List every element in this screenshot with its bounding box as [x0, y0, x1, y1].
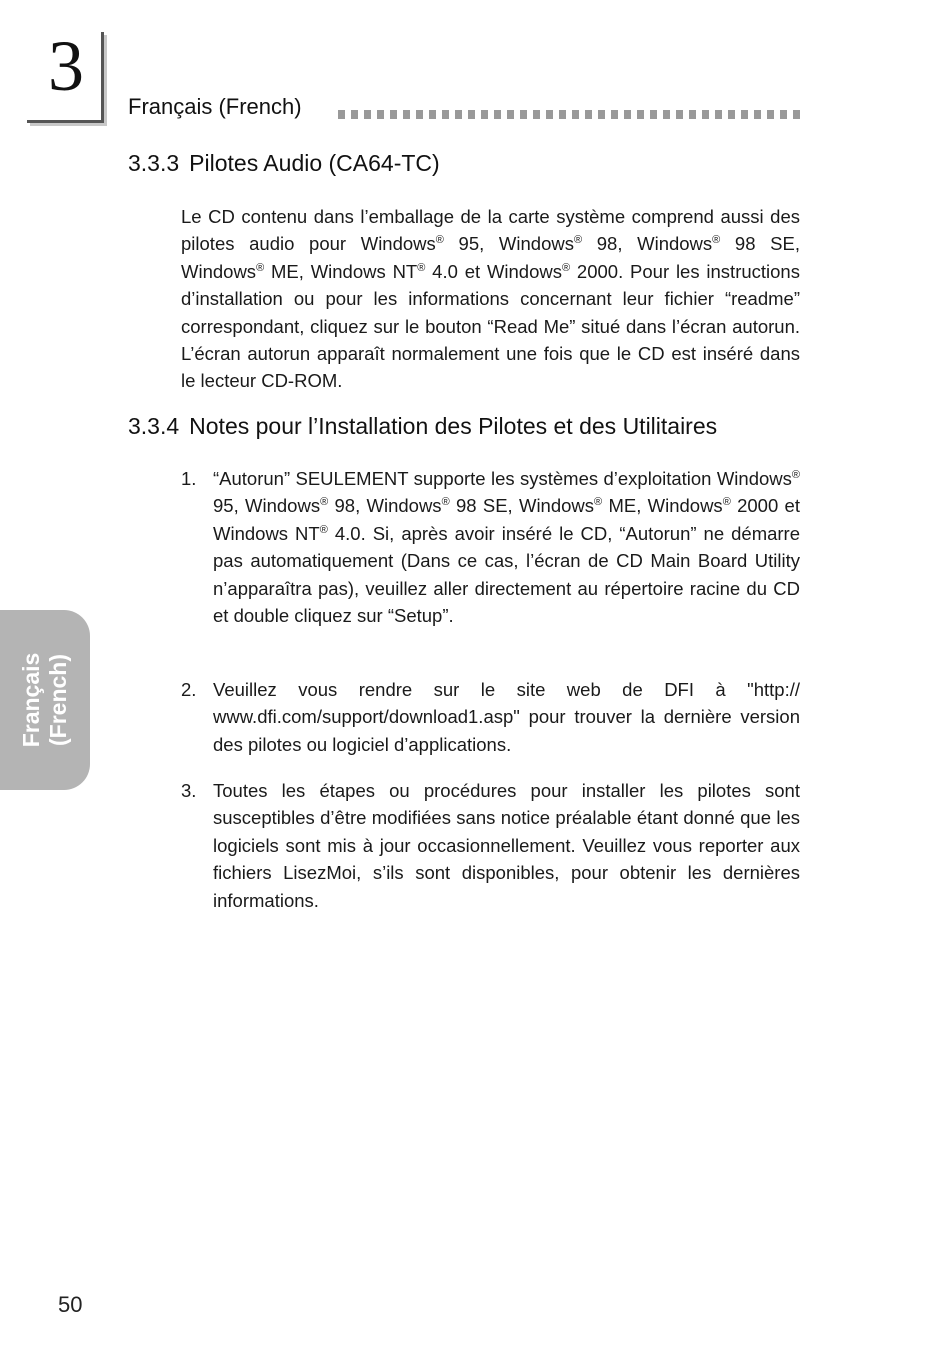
section-heading-3-3-4 — [128, 413, 717, 440]
list-item-text: Veuillez vous rendre sur le site web de DFI à "http:// www.dfi.com/support/download1.asp" pour trouver la dernière version des pilotes ou logiciel d’applications. — [213, 679, 800, 755]
list-item-text: Toutes les étapes ou procédures pour installer les pilotes sont susceptibles d’être modifiées sans notice préalable étant donné que les logiciels sont mis à jour occasionnellement. Veuillez vous reporter aux fichiers LisezMoi, s’ils sont disponibles, pour obtenir les dernières informations. — [213, 780, 800, 911]
list-item — [181, 777, 800, 914]
side-tab-label: Français (French) — [18, 652, 71, 748]
list-marker: 1. — [181, 468, 197, 489]
section-title: Pilotes Audio (CA64-TC) — [189, 150, 440, 176]
section-title: Notes pour l’Installation des Pilotes et des Utilitaires — [189, 413, 718, 439]
header-title: Français (French) — [128, 94, 302, 119]
list-marker: 3. — [181, 780, 197, 801]
dot-leader-divider — [338, 110, 800, 119]
section-heading-3-3-3 — [128, 150, 440, 177]
chapter-number: 3 — [48, 26, 84, 106]
section-3-3-3-paragraph: Le CD contenu dans l’emballage de la carte système comprend aussi des pilotes audio pour Windows® 95, Windows® 98, Windows® 98 SE, Windows® ME, Windows NT® 4.0 et Windows® 2000. Pour les instructions d’installation ou pour les informations concernant leur fichier “readme” correspondant, cliquez sur le bouton “Read Me” situé dans l’écran autorun. L’écran autorun apparaît normalement une fois que le CD est inséré dans le lecteur CD-ROM. — [181, 206, 800, 392]
page-number: 50 — [58, 1292, 83, 1317]
list-item — [181, 465, 800, 629]
list-marker: 2. — [181, 679, 197, 700]
section-number: 3.3.3 — [128, 150, 180, 176]
section-number: 3.3.4 — [128, 413, 180, 439]
list-item-text: “Autorun” SEULEMENT supporte les systèmes d’exploitation Windows® 95, Windows® 98, Windows® 98 SE, Windows® ME, Windows® 2000 et Windows NT® 4.0. Si, après avoir inséré le CD, “Autorun” ne démarre pas automatiquement (Dans ce cas, l’écran de CD Main Board Utility n’apparaîtra pas), veuillez aller directement au répertoire racine du CD et double cliquez sur “Setup”. — [213, 468, 800, 627]
list-item — [181, 676, 800, 758]
